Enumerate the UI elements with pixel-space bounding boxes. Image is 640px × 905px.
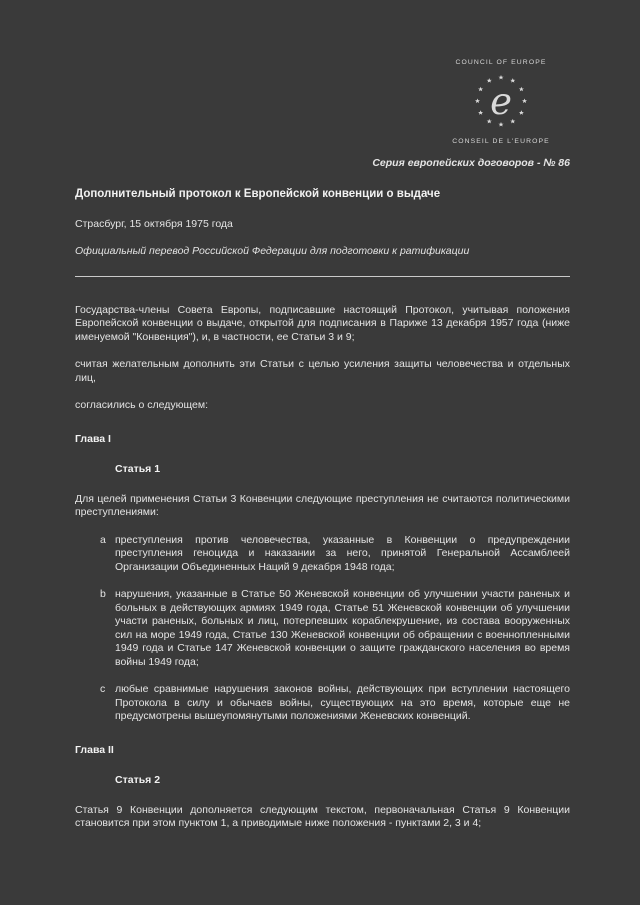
logo-text-english: COUNCIL OF EUROPE	[455, 59, 547, 66]
chapter-1-heading: Глава I	[75, 432, 111, 445]
list-marker-a: a	[100, 533, 106, 546]
article-2-heading: Статья 2	[115, 774, 161, 786]
treaty-series-label: Серия европейских договоров - № 86	[372, 156, 570, 169]
article-2-intro: Статья 9 Конвенции дополняется следующим текстом, первоначальная Статья 9 Конвенции становится при этом пунктом 1, а приводимые ниже положения - пунктами 2, 3 и 4;	[75, 803, 570, 829]
list-item-b-text: нарушения, указанные в Статье 50 Женевской конвенции об улучшении участи раненых и больных в действующих армиях 1949 года, Статье 51 Женевской конвенции об улучшении участи раненых, больных и лиц, потерпевших кораблекрушение, из состава вооруженных сил на море 1949 года, Статье 130 Женевской конвенции об обращении с военнопленными 1949 года и Статье 147 Женевской конвенции о защите гражданского населения во время войны 1949 года;	[115, 588, 570, 668]
list-marker-b: b	[100, 588, 106, 600]
list-item-a-text: преступления против человечества, указанные в Конвенции о предупреждении преступления геноцида и наказании за него, принятой Генеральной Ассамблеей Организации Объединенных Наций 9 декабря 1948 года;	[115, 533, 570, 573]
article-1-intro: Для целей применения Статьи 3 Конвенции следующие преступления не считаются политическими преступлениями:	[75, 492, 570, 518]
logo-text-french: CONSEIL DE L'EUROPE	[452, 138, 550, 145]
translation-note: Официальный перевод Российской Федерации для подготовки к ратификации	[75, 245, 470, 257]
list-item-b	[100, 588, 570, 669]
preamble-paragraph-3: согласились о следующем:	[75, 399, 209, 411]
list-item-c	[100, 683, 570, 724]
svg-text:e: e	[490, 79, 512, 123]
preamble-paragraph-1: Государства-члены Совета Европы, подписавшие настоящий Протокол, учитывая положения Европейской конвенции о выдаче, открытой для подписания в Париже 13 декабря 1957 года (ниже именуемой "Конвенция"), и, в частности, ее Статьи 3 и 9;	[75, 303, 570, 343]
preamble-paragraph-2: считая желательным дополнить эти Статьи с целью усиления защиты человечества и отдельных лиц,	[75, 358, 570, 384]
header-divider	[75, 276, 570, 277]
council-of-europe-logo	[426, 56, 576, 149]
document-title: Дополнительный протокол к Европейской конвенции о выдаче	[75, 188, 441, 200]
place-and-date: Страсбург, 15 октября 1975 года	[75, 217, 233, 230]
article-1-heading: Статья 1	[115, 463, 161, 475]
council-of-europe-emblem-icon	[426, 73, 576, 134]
document-body	[75, 304, 570, 831]
list-marker-c: c	[100, 683, 106, 695]
list-item-a	[100, 534, 570, 575]
list-item-c-text: любые сравнимые нарушения законов войны, действующих при вступлении настоящего Протокола в силу и обычаев войны, существующих на это время, которые еще не предусмотрены вышеупомянутыми положениями Женевских конвенций.	[115, 683, 570, 722]
chapter-2-heading: Глава II	[75, 743, 114, 756]
